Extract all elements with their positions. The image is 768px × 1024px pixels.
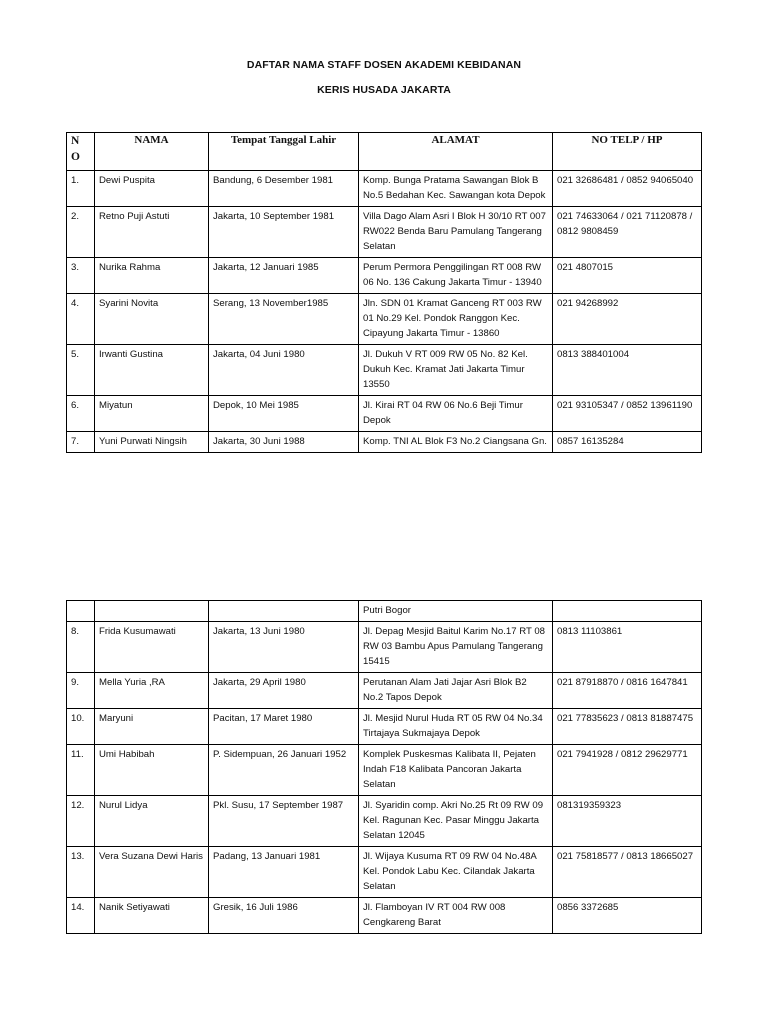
cell-no-telp: 0813 11103861	[553, 622, 702, 673]
cell-no-telp: 081319359323	[553, 796, 702, 847]
table-row	[67, 898, 702, 934]
table-row	[67, 673, 702, 709]
cell-tempat-tanggal-lahir: Padang, 13 Januari 1981	[209, 847, 359, 898]
cell-tempat-tanggal-lahir: Serang, 13 November1985	[209, 294, 359, 345]
cell-nama: Dewi Puspita	[95, 171, 209, 207]
header-no	[67, 133, 95, 171]
cell-no: 6.	[67, 396, 95, 432]
cell-no: 9.	[67, 673, 95, 709]
cell-alamat: Putri Bogor	[359, 601, 553, 622]
cell-no: 8.	[67, 622, 95, 673]
header-nama: NAMA	[95, 133, 209, 171]
cell-nama: Miyatun	[95, 396, 209, 432]
table-header-row	[67, 133, 702, 171]
cell-tempat-tanggal-lahir: Jakarta, 12 Januari 1985	[209, 258, 359, 294]
cell-tempat-tanggal-lahir: Jakarta, 04 Juni 1980	[209, 345, 359, 396]
cell-nama: Vera Suzana Dewi Haris	[95, 847, 209, 898]
cell-no: 4.	[67, 294, 95, 345]
cell-no-telp	[553, 601, 702, 622]
header-no-label: N O	[71, 135, 80, 163]
cell-no: 10.	[67, 709, 95, 745]
cell-nama: Mella Yuria ,RA	[95, 673, 209, 709]
cell-nama: Umi Habibah	[95, 745, 209, 796]
cell-no: 14.	[67, 898, 95, 934]
cell-no-telp: 021 74633064 / 021 71120878 / 0812 9808459	[553, 207, 702, 258]
cell-tempat-tanggal-lahir	[209, 601, 359, 622]
header-alamat: ALAMAT	[359, 133, 553, 171]
cell-no: 3.	[67, 258, 95, 294]
table-row	[67, 171, 702, 207]
cell-no-telp: 021 4807015	[553, 258, 702, 294]
cell-no: 7.	[67, 432, 95, 453]
cell-nama	[95, 601, 209, 622]
cell-tempat-tanggal-lahir: Bandung, 6 Desember 1981	[209, 171, 359, 207]
cell-no-telp: 021 94268992	[553, 294, 702, 345]
staff-table-page-2	[66, 600, 702, 934]
cell-tempat-tanggal-lahir: Gresik, 16 Juli 1986	[209, 898, 359, 934]
cell-alamat: Jl. Syaridin comp. Akri No.25 Rt 09 RW 09 Kel. Ragunan Kec. Pasar Minggu Jakarta Selatan 12045	[359, 796, 553, 847]
cell-no-telp: 021 77835623 / 0813 81887475	[553, 709, 702, 745]
cell-no: 1.	[67, 171, 95, 207]
document-subtitle: KERIS HUSADA JAKARTA	[317, 84, 451, 96]
cell-tempat-tanggal-lahir: Jakarta, 13 Juni 1980	[209, 622, 359, 673]
cell-alamat: Perum Permora Penggilingan RT 008 RW 06 No. 136 Cakung Jakarta Timur - 13940	[359, 258, 553, 294]
staff-table-page-1	[66, 132, 702, 453]
cell-tempat-tanggal-lahir: P. Sidempuan, 26 Januari 1952	[209, 745, 359, 796]
header-tempat-tanggal-lahir: Tempat Tanggal Lahir	[209, 133, 359, 171]
cell-no: 13.	[67, 847, 95, 898]
cell-no: 5.	[67, 345, 95, 396]
header-no-telp: NO TELP / HP	[553, 133, 702, 171]
cell-alamat: Perutanan Alam Jati Jajar Asri Blok B2 No.2 Tapos Depok	[359, 673, 553, 709]
cell-no: 2.	[67, 207, 95, 258]
cell-nama: Syarini Novita	[95, 294, 209, 345]
cell-no-telp: 021 75818577 / 0813 18665027	[553, 847, 702, 898]
cell-alamat: Komplek Puskesmas Kalibata II, Pejaten Indah F18 Kalibata Pancoran Jakarta Selatan	[359, 745, 553, 796]
table-row	[67, 601, 702, 622]
cell-alamat: Jl. Depag Mesjid Baitul Karim No.17 RT 08 RW 03 Bambu Apus Pamulang Tangerang 15415	[359, 622, 553, 673]
cell-no-telp: 0856 3372685	[553, 898, 702, 934]
cell-alamat: Villa Dago Alam Asri I Blok H 30/10 RT 007 RW022 Benda Baru Pamulang Tangerang Selatan	[359, 207, 553, 258]
cell-alamat: Komp. Bunga Pratama Sawangan Blok B No.5 Bedahan Kec. Sawangan kota Depok	[359, 171, 553, 207]
cell-tempat-tanggal-lahir: Jakarta, 30 Juni 1988	[209, 432, 359, 453]
cell-tempat-tanggal-lahir: Depok, 10 Mei 1985	[209, 396, 359, 432]
table-row	[67, 432, 702, 453]
table-row	[67, 294, 702, 345]
cell-alamat: Jl. Flamboyan IV RT 004 RW 008 Cengkareng Barat	[359, 898, 553, 934]
cell-no-telp: 021 32686481 / 0852 94065040	[553, 171, 702, 207]
cell-alamat: Jln. SDN 01 Kramat Ganceng RT 003 RW 01 No.29 Kel. Pondok Ranggon Kec. Cipayung Jakarta Timur - 13860	[359, 294, 553, 345]
cell-no: 12.	[67, 796, 95, 847]
cell-nama: Nurika Rahma	[95, 258, 209, 294]
table-row	[67, 847, 702, 898]
cell-no-telp: 021 7941928 / 0812 29629771	[553, 745, 702, 796]
table-row	[67, 258, 702, 294]
cell-nama: Maryuni	[95, 709, 209, 745]
table-row	[67, 796, 702, 847]
table-row	[67, 709, 702, 745]
cell-no-telp: 021 93105347 / 0852 13961190	[553, 396, 702, 432]
cell-nama: Frida Kusumawati	[95, 622, 209, 673]
table-row	[67, 745, 702, 796]
table-row	[67, 622, 702, 673]
cell-alamat: Jl. Mesjid Nurul Huda RT 05 RW 04 No.34 Tirtajaya Sukmajaya Depok	[359, 709, 553, 745]
cell-tempat-tanggal-lahir: Pkl. Susu, 17 September 1987	[209, 796, 359, 847]
cell-nama: Yuni Purwati Ningsih	[95, 432, 209, 453]
cell-no-telp: 0813 388401004	[553, 345, 702, 396]
cell-nama: Irwanti Gustina	[95, 345, 209, 396]
cell-nama: Nanik Setiyawati	[95, 898, 209, 934]
cell-alamat: Jl. Dukuh V RT 009 RW 05 No. 82 Kel. Dukuh Kec. Kramat Jati Jakarta Timur 13550	[359, 345, 553, 396]
cell-nama: Nurul Lidya	[95, 796, 209, 847]
table-row	[67, 345, 702, 396]
cell-tempat-tanggal-lahir: Jakarta, 10 September 1981	[209, 207, 359, 258]
cell-tempat-tanggal-lahir: Jakarta, 29 April 1980	[209, 673, 359, 709]
cell-no	[67, 601, 95, 622]
table-row	[67, 207, 702, 258]
cell-alamat: Jl. Wijaya Kusuma RT 09 RW 04 No.48A Kel. Pondok Labu Kec. Cilandak Jakarta Selatan	[359, 847, 553, 898]
cell-no-telp: 021 87918870 / 0816 1647841	[553, 673, 702, 709]
cell-no: 11.	[67, 745, 95, 796]
cell-alamat: Komp. TNI AL Blok F3 No.2 Ciangsana Gn.	[359, 432, 553, 453]
cell-tempat-tanggal-lahir: Pacitan, 17 Maret 1980	[209, 709, 359, 745]
cell-alamat: Jl. Kirai RT 04 RW 06 No.6 Beji Timur Depok	[359, 396, 553, 432]
cell-no-telp: 0857 16135284	[553, 432, 702, 453]
cell-nama: Retno Puji Astuti	[95, 207, 209, 258]
document-title: DAFTAR NAMA STAFF DOSEN AKADEMI KEBIDANAN	[246, 59, 522, 71]
table-row	[67, 396, 702, 432]
